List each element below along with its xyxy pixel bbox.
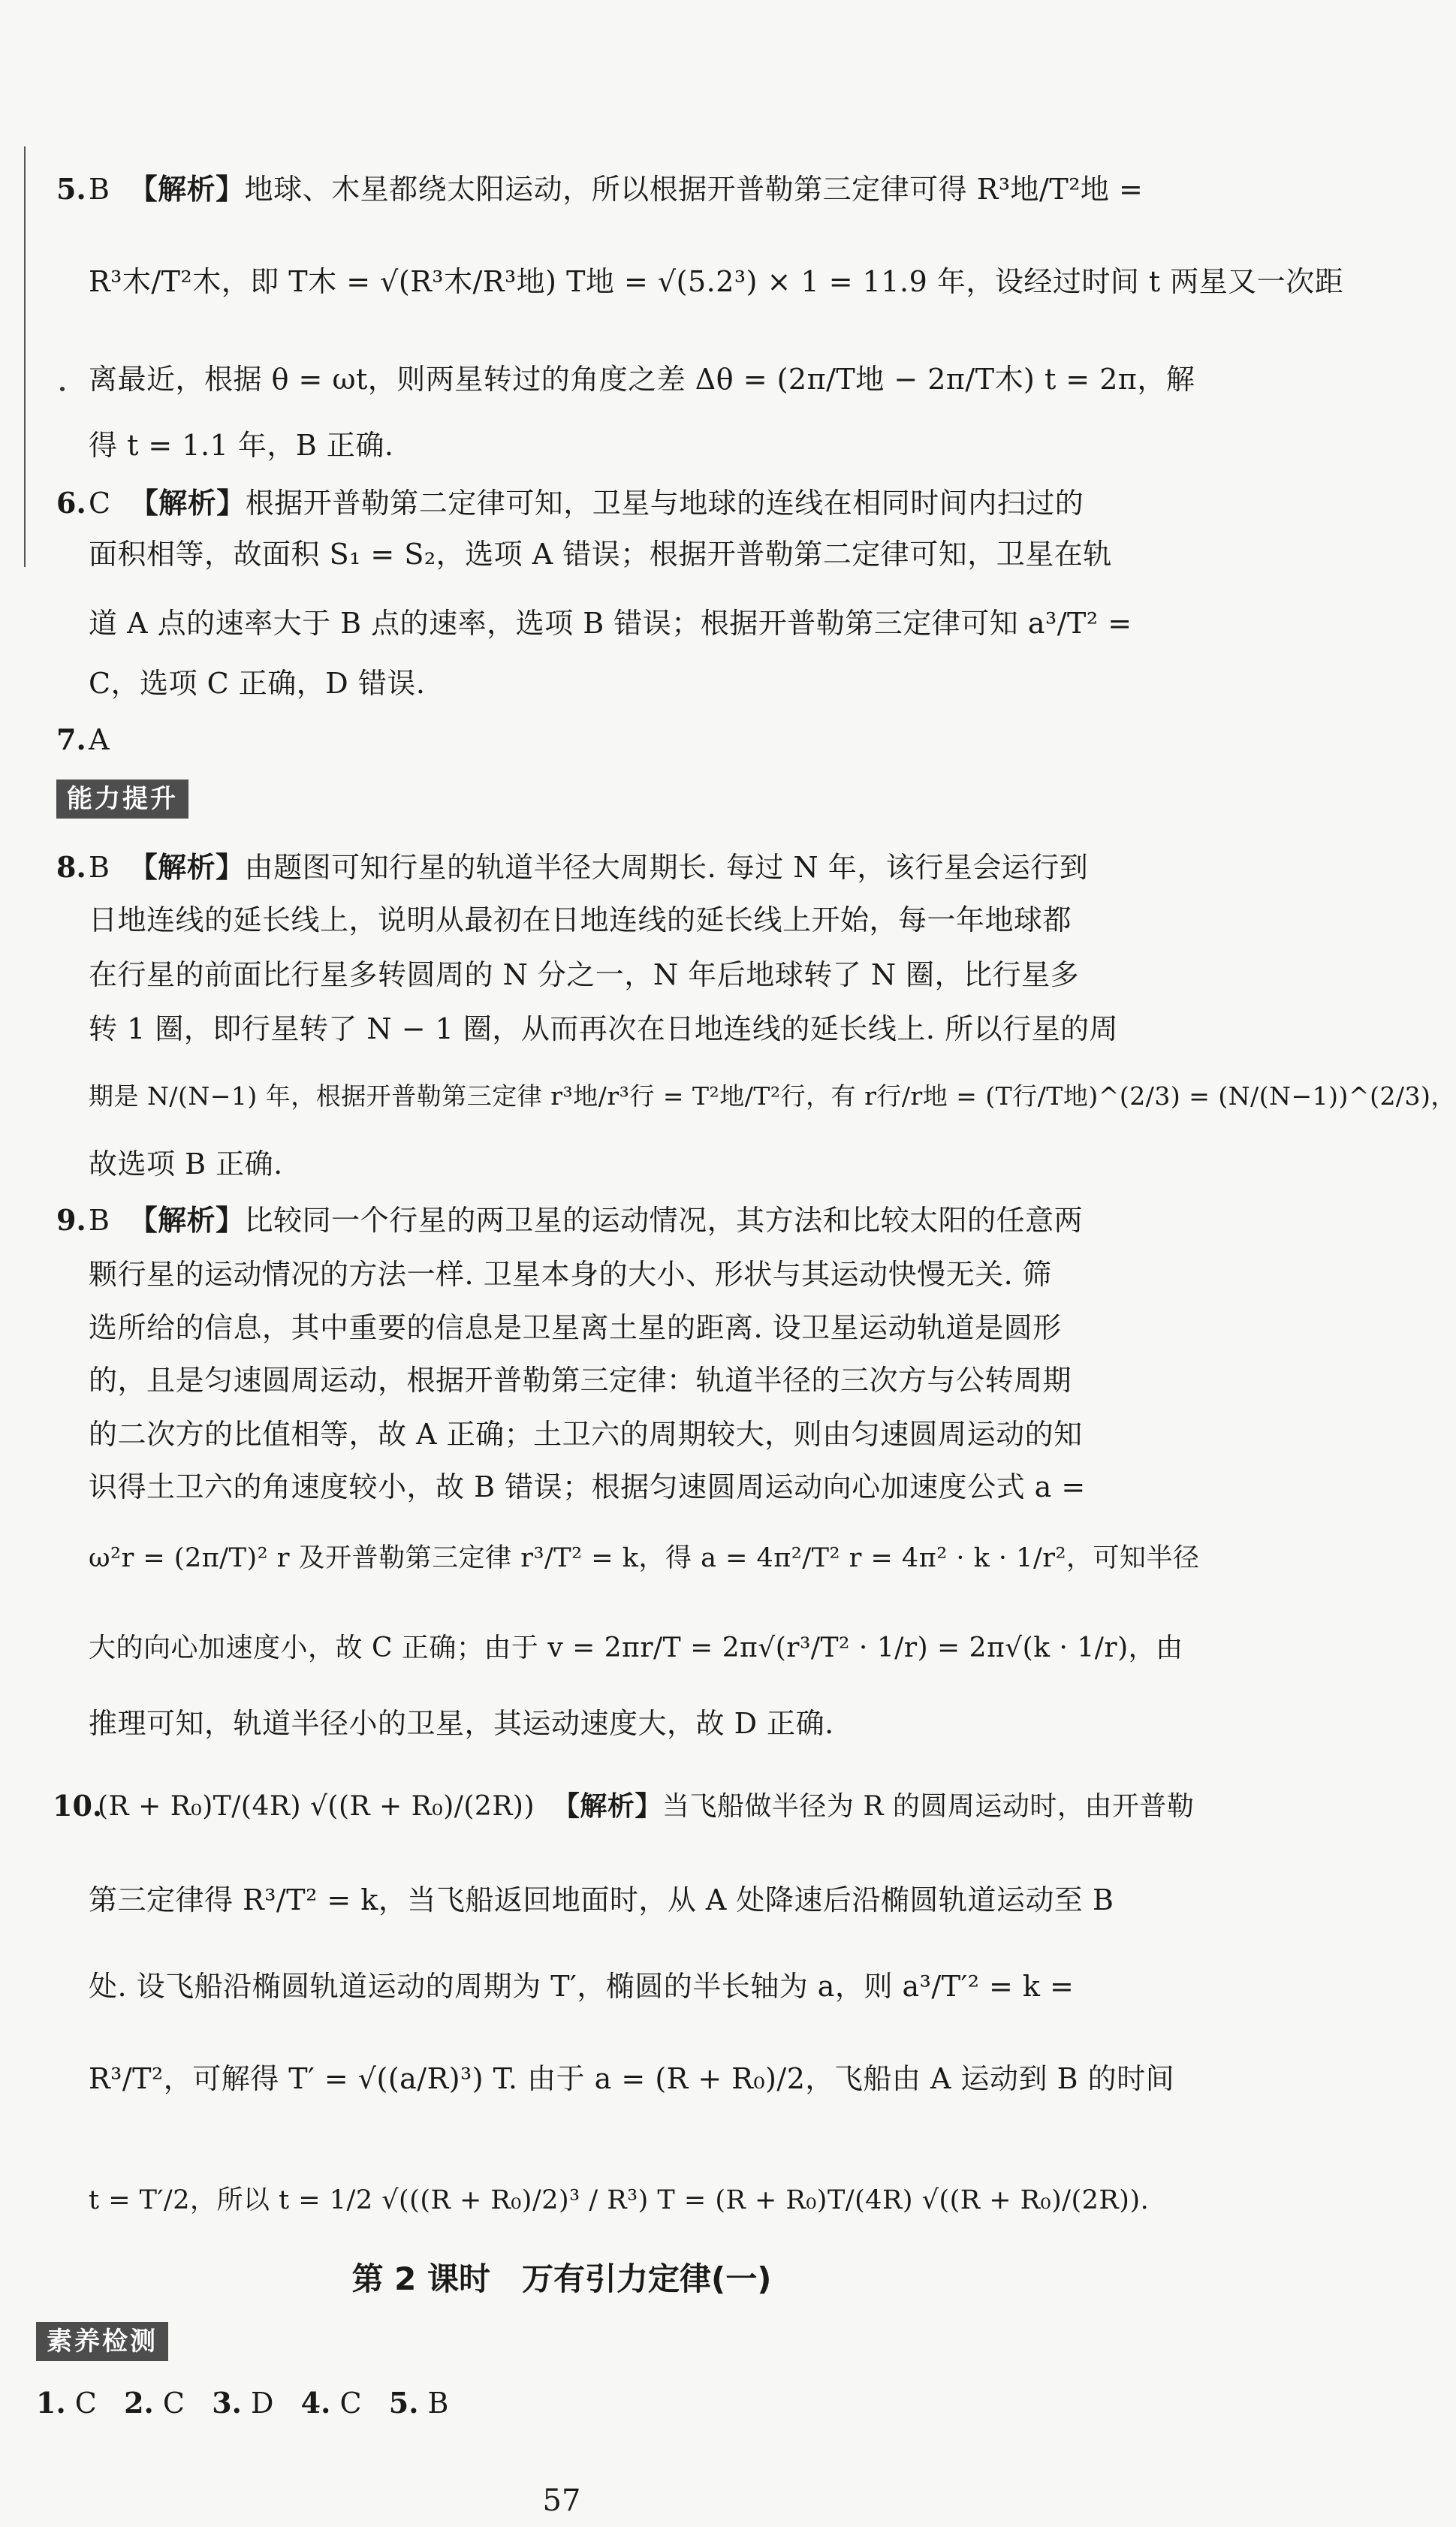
- item-9-line-9: 推理可知，轨道半径小的卫星，其运动速度大，故 D 正确.: [89, 1707, 834, 1740]
- page-number: 57: [542, 2483, 581, 2518]
- item-9-line-3: 选所给的信息，其中重要的信息是卫星离土星的距离. 设卫星运动轨道是圆形: [89, 1311, 1062, 1344]
- item-10-line-2: 第三定律得 R³/T² = k，当飞船返回地面时，从 A 处降速后沿椭圆轨道运动至 B: [89, 1883, 1114, 1916]
- margin-rule: [24, 146, 26, 567]
- item-10-line-4: R³/T²，可解得 T′ = √((a/R)³) T. 由于 a = (R + R₀)/2，飞船由 A 运动到 B 的时间: [89, 2062, 1175, 2095]
- item-9-line-8: 大的向心加速度小，故 C 正确；由于 v = 2πr/T = 2π√(r³/T² · 1/r) = 2π√(k · 1/r)，由: [89, 1633, 1183, 1663]
- item-9-number: 9.: [56, 1203, 86, 1237]
- item-6-number: 6.: [56, 486, 86, 520]
- item-9-line-4: 的，且是匀速圆周运动，根据开普勒第三定律：轨道半径的三次方与公转周期: [89, 1364, 1072, 1397]
- item-7-number: 7.: [56, 722, 86, 756]
- item-8-line-6: 故选项 B 正确.: [89, 1147, 283, 1181]
- item-8-line-2: 日地连线的延长线上，说明从最初在日地连线的延长线上开始，每一年地球都: [89, 903, 1072, 936]
- item-7-answer: A: [89, 723, 110, 756]
- item-10-line-1: (R + R₀)T/(4R) √((R + R₀)/(2R)) 【解析】当飞船做半径为 R 的圆周运动时，由开普勒: [98, 1790, 1195, 1822]
- item-6-line-1: C 【解析】根据开普勒第二定律可知，卫星与地球的连线在相同时间内扫过的: [89, 486, 1084, 520]
- ability-banner: 能力提升: [56, 780, 188, 819]
- section-title: 第 2 课时 万有引力定律(一): [351, 2260, 772, 2297]
- stray-dot: [60, 387, 65, 391]
- item-6-line-4: C，选项 C 正确，D 错误.: [89, 667, 426, 700]
- item-10-line-5: t = T′/2，所以 t = 1/2 √(((R + R₀)/2)³ / R³) T = (R + R₀)T/(4R) √((R + R₀)/(2R)).: [89, 2185, 1150, 2215]
- item-10-number: 10.: [53, 1789, 103, 1823]
- item-5-number: 5.: [56, 172, 86, 206]
- item-8-line-3: 在行星的前面比行星多转圆周的 N 分之一，N 年后地球转了 N 圈，比行星多: [89, 958, 1080, 991]
- item-8-line-4: 转 1 圈，即行星转了 N − 1 圈，从而再次在日地连线的延长线上. 所以行星的周: [89, 1012, 1119, 1045]
- item-9-line-1: B 【解析】比较同一个行星的两卫星的运动情况，其方法和比较太阳的任意两: [89, 1203, 1084, 1237]
- item-5-line-1: B 【解析】地球、木星都绕太阳运动，所以根据开普勒第三定律可得 R³地/T²地 =: [89, 172, 1144, 206]
- item-8-number: 8.: [56, 850, 86, 884]
- literacy-banner: 素养检测: [36, 2322, 168, 2361]
- item-6-line-2: 面积相等，故面积 S₁ = S₂，选项 A 错误；根据开普勒第二定律可知，卫星在轨: [89, 538, 1112, 571]
- answers-row: 1. C 2. C 3. D 4. C 5. B: [36, 2386, 449, 2420]
- item-9-line-5: 的二次方的比值相等，故 A 正确；土卫六的周期较大，则由匀速圆周运动的知: [89, 1418, 1083, 1451]
- item-5-line-4: 得 t = 1.1 年，B 正确.: [89, 429, 394, 462]
- item-6-line-3: 道 A 点的速率大于 B 点的速率，选项 B 错误；根据开普勒第三定律可知 a³/T² =: [89, 607, 1132, 640]
- item-9-line-6: 识得土卫六的角速度较小，故 B 错误；根据匀速圆周运动向心加速度公式 a =: [89, 1470, 1086, 1503]
- item-10-line-3: 处. 设飞船沿椭圆轨道运动的周期为 T′，椭圆的半长轴为 a，则 a³/T′² = k =: [89, 1970, 1075, 2003]
- item-8-line-5: 期是 N/(N−1) 年，根据开普勒第三定律 r³地/r³行 = T²地/T²行，有 r行/r地 = (T行/T地)^(2/3) = (N/(N−1))^(2/3)，: [89, 1081, 1456, 1111]
- item-9-line-2: 颗行星的运动情况的方法一样. 卫星本身的大小、形状与其运动快慢无关. 筛: [89, 1258, 1052, 1291]
- item-5-line-2: R³木/T²木，即 T木 = √(R³木/R³地) T地 = √(5.2³) × 1 = 11.9 年，设经过时间 t 两星又一次距: [89, 265, 1344, 298]
- item-5-line-3: 离最近，根据 θ = ωt，则两星转过的角度之差 Δθ = (2π/T地 − 2π/T木) t = 2π，解: [89, 363, 1195, 396]
- item-9-line-7: ω²r = (2π/T)² r 及开普勒第三定律 r³/T² = k，得 a = 4π²/T² r = 4π² · k · 1/r²，可知半径: [89, 1543, 1200, 1573]
- item-8-line-1: B 【解析】由题图可知行星的轨道半径大周期长. 每过 N 年，该行星会运行到: [89, 850, 1089, 884]
